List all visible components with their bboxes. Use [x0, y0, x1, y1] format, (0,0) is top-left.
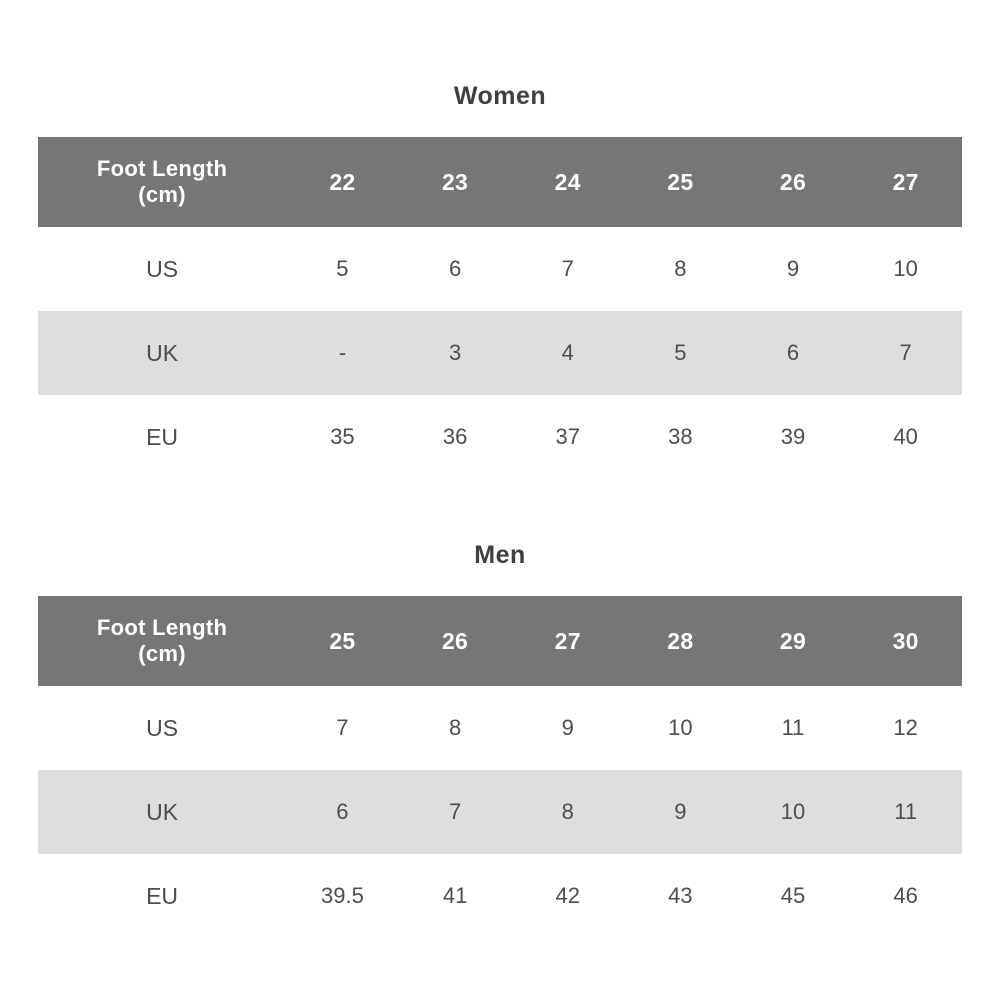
row-value: 35 [330, 424, 355, 449]
row-value: 40 [893, 424, 918, 449]
row-value: 38 [668, 424, 693, 449]
row-label: EU [146, 882, 179, 909]
row-value: 7 [336, 715, 349, 740]
row-value: 7 [561, 256, 574, 281]
row-value: 10 [893, 256, 918, 281]
row-value: - [338, 340, 347, 365]
men-size-section [38, 479, 962, 938]
row-value: 12 [893, 715, 918, 740]
table-header-row [38, 137, 962, 227]
header-value-cell: 23 [441, 168, 469, 195]
foot-length-header-line1: Foot Length [96, 156, 228, 182]
row-label: UK [146, 798, 179, 825]
row-value: 37 [555, 424, 580, 449]
men-size-table [38, 596, 962, 938]
row-value: 6 [336, 799, 349, 824]
table-row [38, 854, 962, 938]
table-row [38, 770, 962, 854]
table-header-row [38, 596, 962, 686]
row-value: 36 [442, 424, 468, 449]
men-section-title: Men [474, 541, 526, 569]
foot-length-header-cell [38, 596, 286, 686]
header-value-cell: 25 [329, 627, 356, 654]
row-label: US [146, 714, 179, 741]
header-value-cell: 26 [441, 627, 469, 654]
row-value: 42 [555, 883, 580, 908]
row-value: 6 [786, 340, 800, 365]
row-value: 3 [448, 340, 462, 365]
foot-length-header-line2: (cm) [138, 641, 186, 666]
women-size-table [38, 137, 962, 479]
row-value: 11 [894, 799, 918, 824]
row-value: 39.5 [321, 883, 364, 908]
women-section-title: Women [453, 82, 547, 110]
table-row [38, 311, 962, 395]
row-value: 9 [674, 799, 687, 824]
header-value-cell: 27 [892, 168, 919, 195]
row-value: 43 [668, 883, 693, 908]
foot-length-header-line2: (cm) [138, 182, 186, 207]
row-label: US [146, 255, 179, 282]
header-value-cell: 29 [779, 627, 807, 654]
header-value-cell: 25 [667, 168, 694, 195]
women-size-section [38, 0, 962, 479]
row-value: 8 [674, 256, 687, 281]
row-value: 4 [561, 340, 574, 365]
row-value: 7 [899, 340, 912, 365]
row-value: 39 [780, 424, 806, 449]
row-value: 45 [780, 883, 806, 908]
table-row [38, 227, 962, 311]
row-value: 41 [442, 883, 468, 908]
row-value: 9 [786, 256, 800, 281]
header-value-cell: 28 [667, 627, 694, 654]
table-row [38, 395, 962, 479]
header-value-cell: 27 [554, 627, 581, 654]
row-value: 11 [781, 715, 805, 740]
row-value: 46 [893, 883, 918, 908]
table-row [38, 686, 962, 770]
row-value: 10 [780, 799, 806, 824]
row-value: 8 [448, 715, 462, 740]
row-value: 5 [336, 256, 349, 281]
header-value-cell: 24 [554, 168, 581, 195]
foot-length-header-cell [38, 137, 286, 227]
row-value: 8 [561, 799, 574, 824]
row-label: EU [146, 423, 179, 450]
row-value: 7 [448, 799, 462, 824]
row-value: 5 [674, 340, 687, 365]
row-value: 9 [561, 715, 574, 740]
header-value-cell: 22 [329, 168, 356, 195]
row-label: UK [146, 339, 179, 366]
row-value: 6 [448, 256, 462, 281]
header-value-cell: 30 [892, 627, 919, 654]
header-value-cell: 26 [779, 168, 807, 195]
row-value: 10 [668, 715, 693, 740]
foot-length-header-line1: Foot Length [96, 615, 228, 641]
